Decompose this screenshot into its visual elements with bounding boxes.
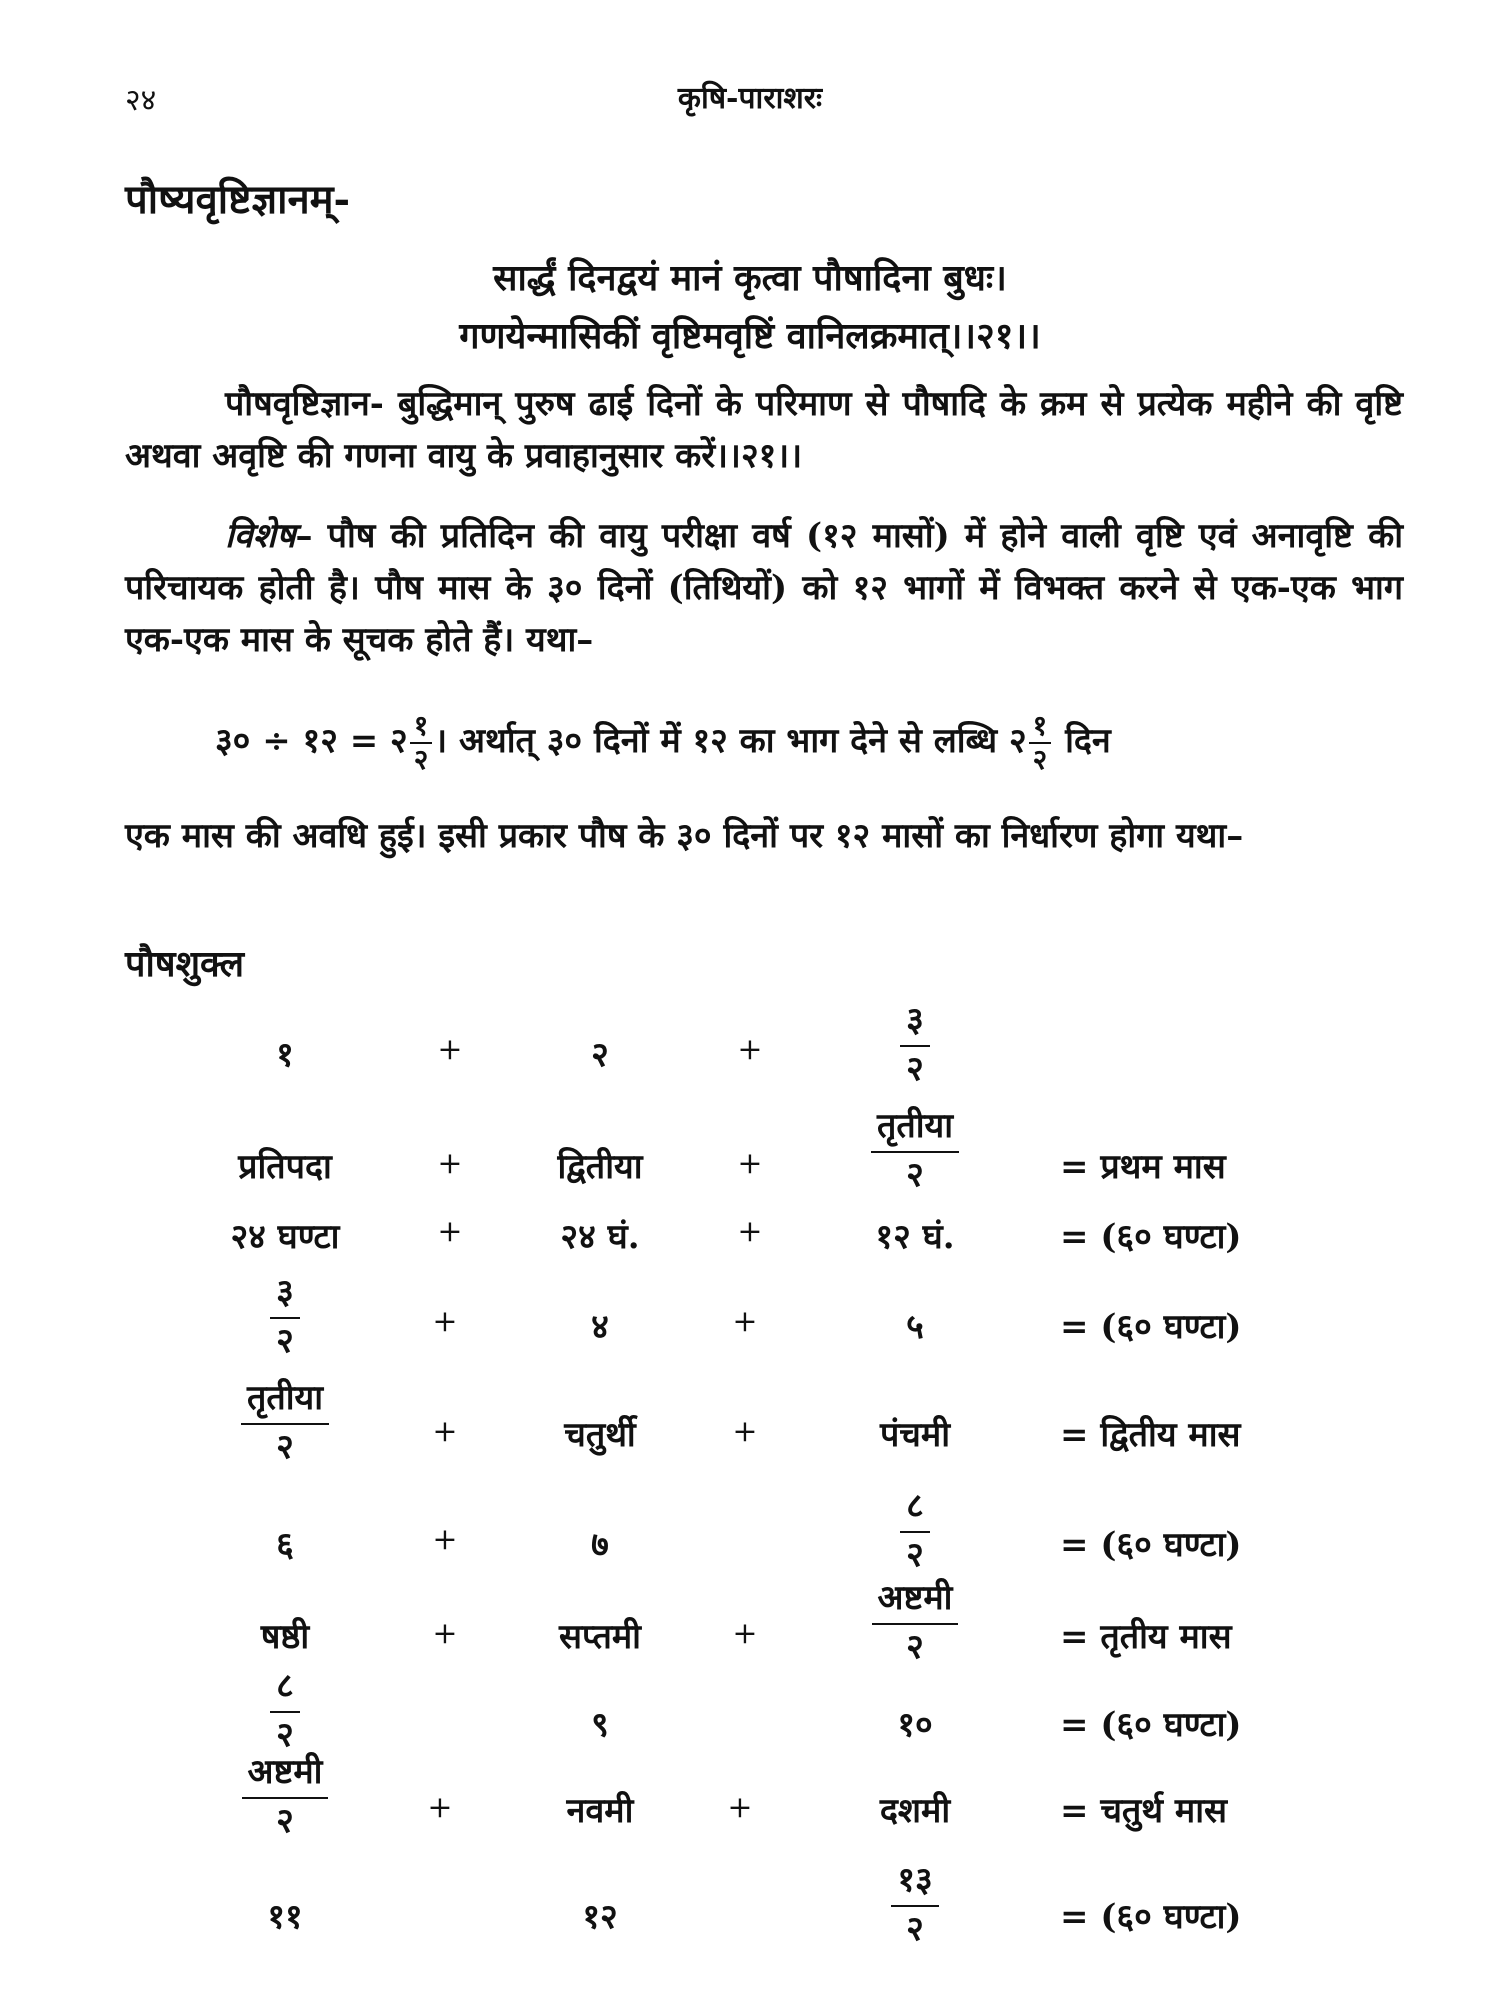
r1-c3-fraction: [840, 1000, 990, 1090]
translation-lead: पौषवृष्टिज्ञान-: [225, 384, 384, 424]
fraction-numerator: ८: [270, 1666, 300, 1713]
r8-c1-fraction: [215, 1666, 355, 1756]
table-title: पौषशुक्ल: [125, 943, 245, 985]
r7-c1: षष्ठी: [260, 1617, 310, 1657]
division-equation: [215, 709, 1415, 776]
r9-c3: दशमी: [879, 1791, 951, 1831]
r3-result: = (६० घण्टा): [1060, 1217, 1242, 1257]
r3-c2: २४ घं.: [560, 1217, 640, 1257]
translation-text: बुद्धिमान् पुरुष ढाई दिनों के परिमाण से पौषादि के क्रम से प्रत्येक महीने की वृष्टि अथवा अवृष्टि की गणना वायु के प्रवाहानुसार करें।।२१।।: [125, 384, 1403, 476]
r8-c3: १०: [897, 1705, 933, 1745]
fraction-numerator: १३: [891, 1860, 938, 1907]
r9-c1-fraction: [200, 1752, 370, 1842]
fraction-numerator: अष्टमी: [872, 1578, 959, 1625]
fraction-numerator: ३: [270, 1272, 300, 1319]
plus-sign: +: [437, 1214, 463, 1249]
plus-sign: +: [727, 1790, 753, 1825]
plus-sign: +: [432, 1616, 458, 1651]
r5-result: = द्वितीय मास: [1060, 1415, 1241, 1455]
plus-sign: +: [432, 1304, 458, 1339]
r6-c2: ७: [591, 1525, 609, 1565]
r10-c1: ११: [267, 1897, 303, 1937]
r3-c3: १२ घं.: [875, 1217, 955, 1257]
r4-c2: ४: [591, 1307, 609, 1347]
r2-result: = प्रथम मास: [1060, 1147, 1226, 1187]
r7-c2: सप्तमी: [559, 1617, 641, 1657]
r8-c2: ९: [591, 1705, 609, 1745]
equation-lhs: ३० ÷ १२ = २: [215, 721, 408, 761]
plus-sign: +: [427, 1790, 453, 1825]
r2-c1: प्रतिपदा: [238, 1147, 332, 1187]
plus-sign: +: [432, 1414, 458, 1449]
plus-sign: +: [737, 1214, 763, 1249]
fraction-denominator: २: [906, 1154, 924, 1195]
note-text: – पौष की प्रतिदिन की वायु परीक्षा वर्ष (१२ मासों) में होने वाली वृष्टि एवं अनावृष्टि की परिचायक होती है। पौष मास के ३० दिनों (तिथियों) को १२ भागों में विभक्त करने से एक-एक भाग एक-एक मास के सूचक होते हैं। यथा–: [125, 516, 1403, 660]
verse-line-2: गणयेन्मासिकीं वृष्टिमवृष्टिं वानिलक्रमात्।।२१।।: [459, 315, 1041, 357]
fraction-denominator: २: [906, 1626, 924, 1667]
r1-c1: १: [276, 1035, 294, 1075]
r8-result: = (६० घण्टा): [1060, 1705, 1242, 1745]
fraction-denominator: २: [906, 1048, 924, 1089]
note-lead: विशेष: [225, 516, 296, 556]
plus-sign: +: [732, 1414, 758, 1449]
r4-result: = (६० घण्टा): [1060, 1307, 1242, 1347]
verse-line-1: सार्द्धं दिनद्वयं मानं कृत्वा पौषादिना बुधः।: [493, 257, 1007, 299]
r5-c1-fraction: [200, 1378, 370, 1468]
plus-sign: +: [437, 1146, 463, 1181]
equation-fraction-1: [410, 709, 433, 776]
running-title: कृषि-पाराशरः: [677, 81, 823, 116]
r4-c1-fraction: [215, 1272, 355, 1362]
r3-c1: २४ घण्टा: [230, 1217, 340, 1257]
translation-paragraph: [125, 378, 1403, 482]
fraction-denominator: २: [413, 743, 429, 776]
fraction-numerator: १: [1029, 712, 1052, 744]
r7-result: = तृतीय मास: [1060, 1617, 1232, 1657]
r6-c3-fraction: [845, 1486, 985, 1576]
fraction-denominator: २: [1032, 743, 1048, 776]
fraction-numerator: अष्टमी: [242, 1752, 329, 1799]
r6-c1: ६: [276, 1525, 294, 1565]
fraction-numerator: तृतीया: [871, 1106, 959, 1153]
r2-c3-fraction: [840, 1106, 990, 1196]
r2-c2: द्वितीया: [557, 1147, 643, 1187]
plus-sign: +: [732, 1304, 758, 1339]
r9-result: = चतुर्थ मास: [1060, 1791, 1227, 1831]
r10-c2: १२: [582, 1897, 618, 1937]
note-paragraph: [125, 510, 1403, 666]
plus-sign: +: [732, 1616, 758, 1651]
equation-tail: दिन: [1053, 721, 1111, 761]
fraction-denominator: २: [276, 1714, 294, 1755]
r5-c3: पंचमी: [879, 1415, 951, 1455]
r4-c3: ५: [906, 1307, 924, 1347]
r9-c2: नवमी: [566, 1791, 634, 1831]
plus-sign: +: [737, 1032, 763, 1067]
fraction-denominator: २: [276, 1426, 294, 1467]
r5-c2: चतुर्थी: [564, 1415, 636, 1455]
r7-c3-fraction: [840, 1578, 990, 1668]
after-equation-paragraph: एक मास की अवधि हुई। इसी प्रकार पौष के ३० दिनों पर १२ मासों का निर्धारण होगा यथा–: [125, 816, 1244, 856]
fraction-denominator: २: [276, 1320, 294, 1361]
plus-sign: +: [432, 1522, 458, 1557]
fraction-numerator: तृतीया: [241, 1378, 329, 1425]
page-number: २४: [125, 83, 157, 118]
fraction-denominator: २: [906, 1908, 924, 1949]
section-title: पौष्यवृष्टिज्ञानम्-: [125, 176, 351, 223]
equation-fraction-2: [1029, 709, 1052, 776]
plus-sign: +: [737, 1146, 763, 1181]
r10-c3-fraction: [845, 1860, 985, 1950]
fraction-numerator: ३: [900, 1000, 930, 1047]
equation-middle: । अर्थात् ३० दिनों में १२ का भाग देने से लब्धि २: [434, 721, 1027, 761]
plus-sign: +: [437, 1032, 463, 1067]
r1-c2: २: [591, 1035, 609, 1075]
fraction-numerator: ८: [900, 1486, 930, 1533]
fraction-denominator: २: [906, 1534, 924, 1575]
r10-result: = (६० घण्टा): [1060, 1897, 1242, 1937]
r6-result: = (६० घण्टा): [1060, 1525, 1242, 1565]
fraction-numerator: १: [410, 712, 433, 744]
fraction-denominator: २: [276, 1800, 294, 1841]
